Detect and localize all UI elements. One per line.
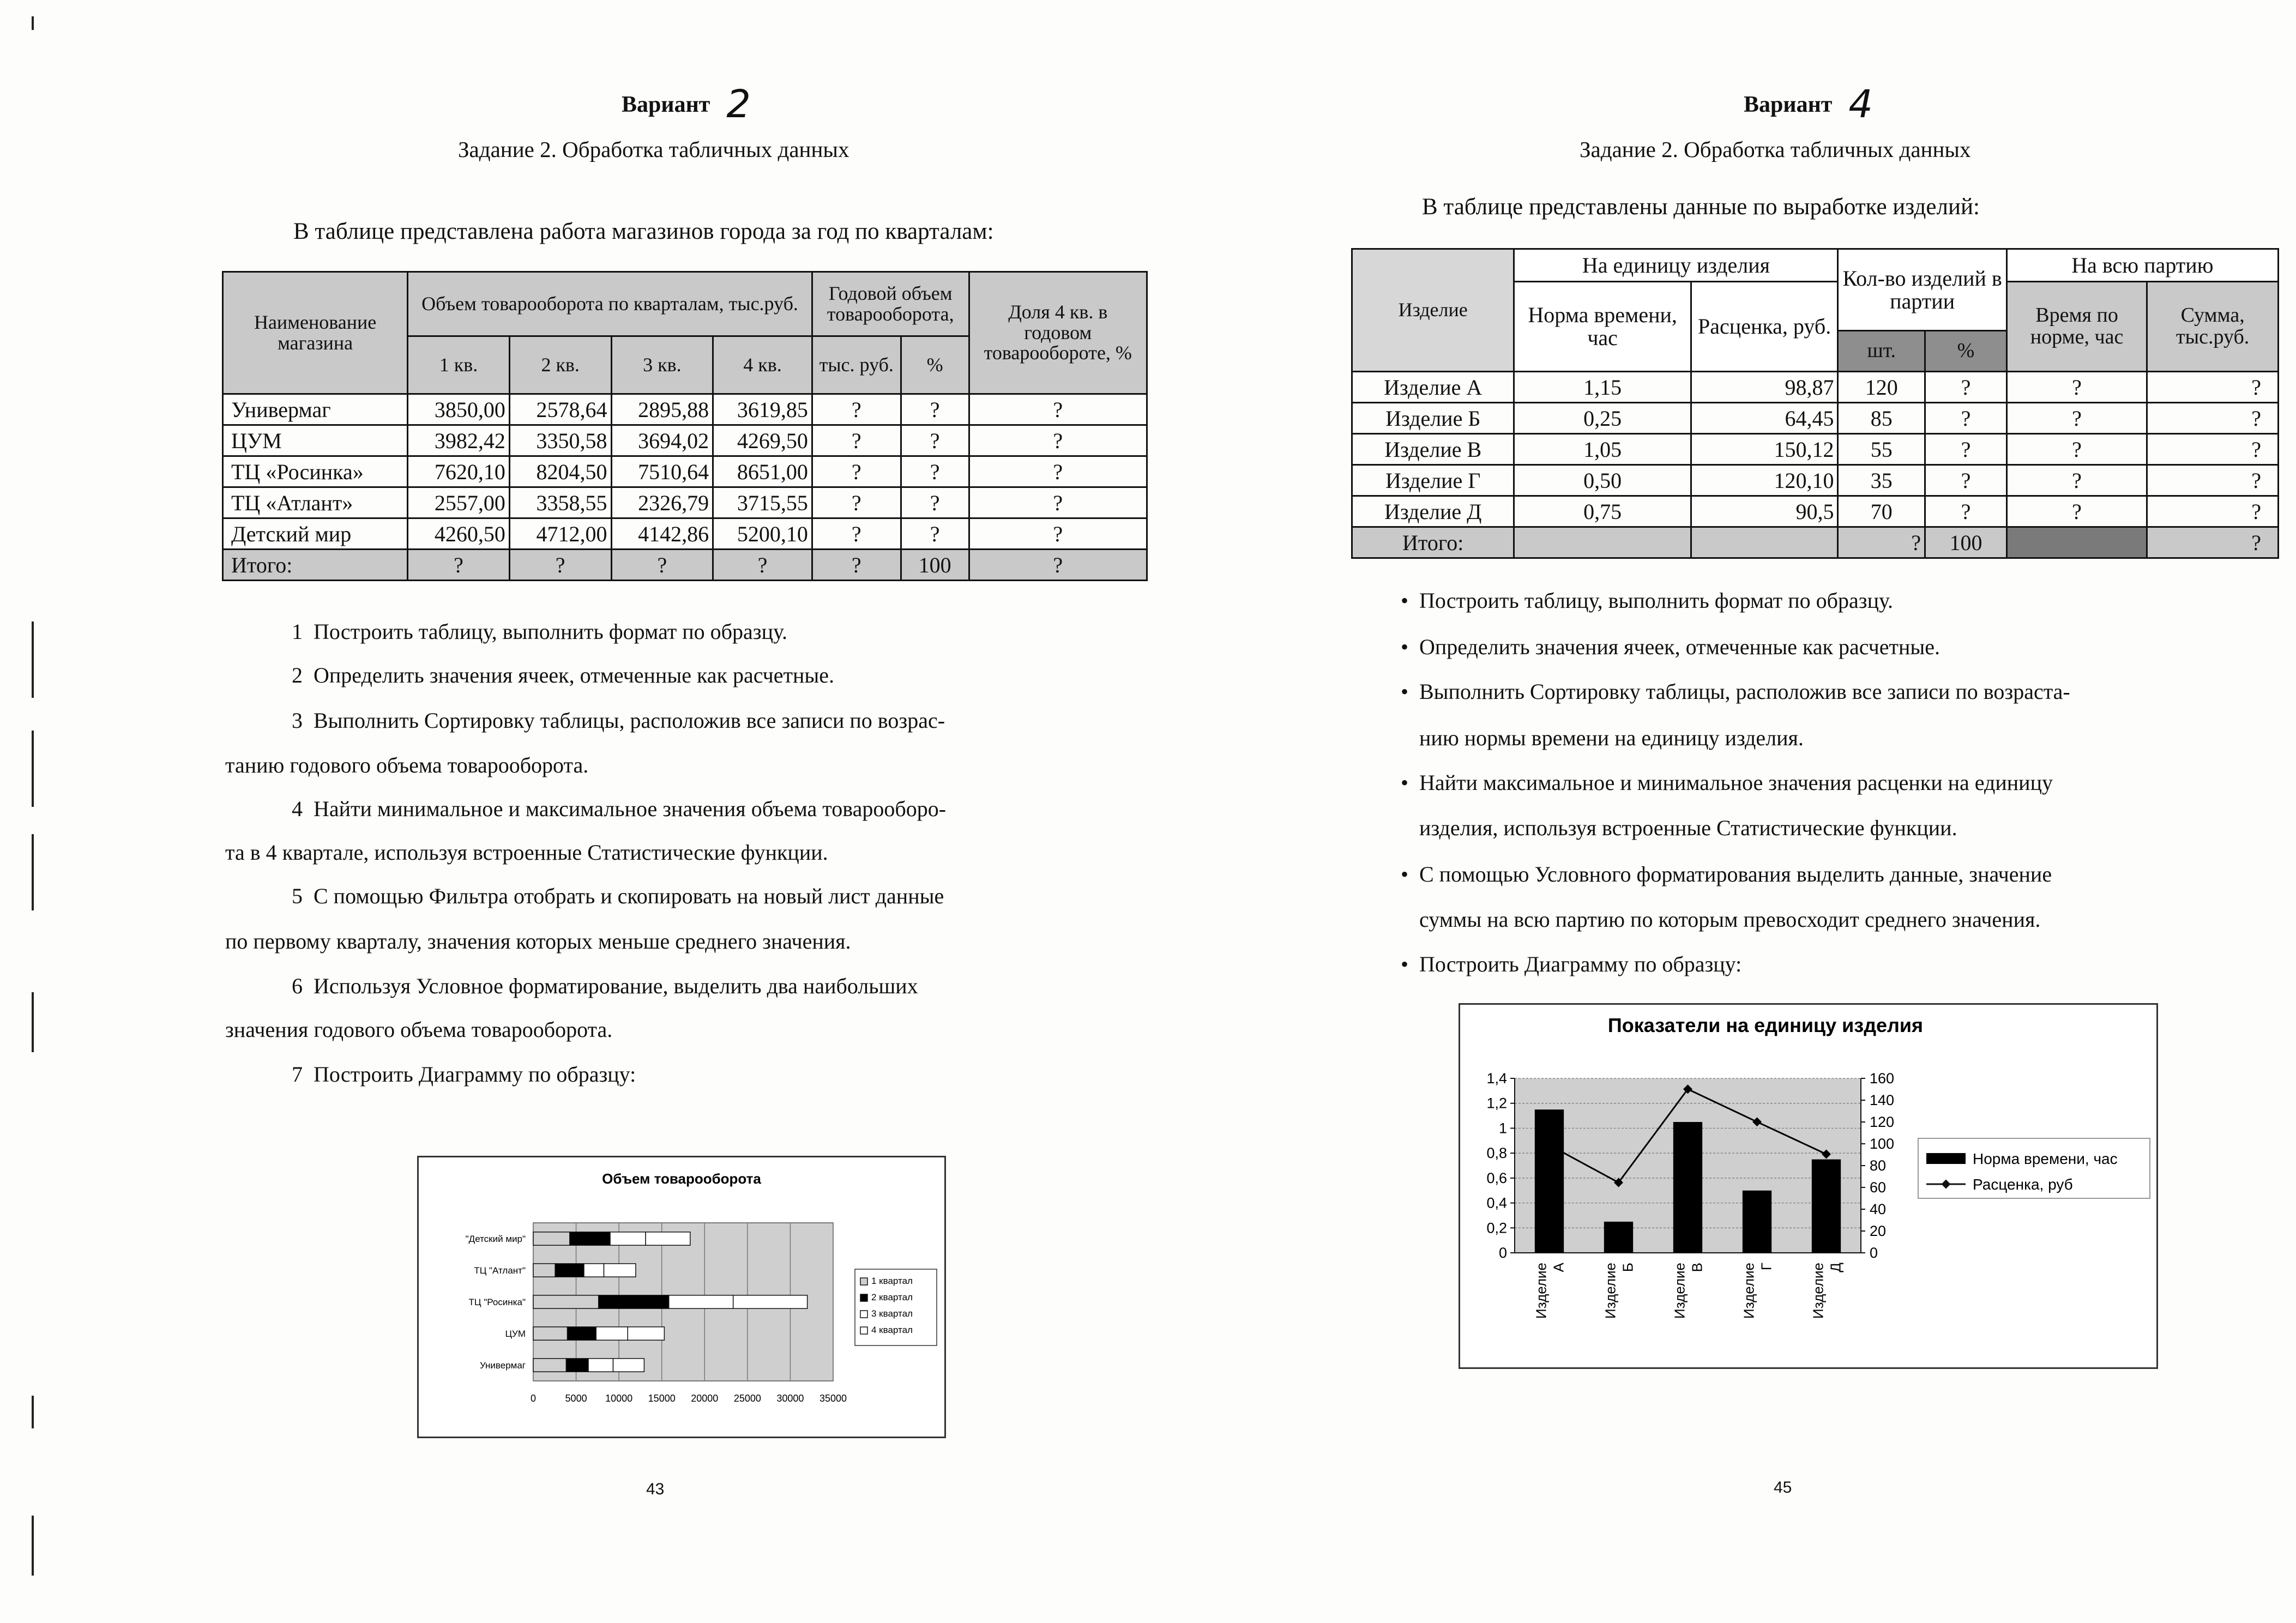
task-text: Используя Условное форматирование, выделить два наибольших	[314, 974, 918, 998]
item-name: Изделие В	[1352, 434, 1514, 465]
price-value: 64,45	[1691, 403, 1838, 434]
bar-segment	[646, 1232, 690, 1245]
qty-value: 55	[1838, 434, 1925, 465]
x-tick-label: Д	[1827, 1263, 1844, 1272]
bar	[1604, 1222, 1633, 1253]
header-pcs: шт.	[1838, 331, 1925, 372]
task-text-continued: нию нормы времени на единицу изделия.	[1419, 726, 1804, 750]
y-tick-label: ЦУМ	[505, 1329, 526, 1339]
annual-pct: ?	[901, 456, 969, 487]
assignment-title: Задание 2. Обработка табличных данных	[458, 137, 849, 162]
header-sum: Сумма, тыс.руб.	[2147, 282, 2279, 372]
table-row	[223, 487, 1147, 518]
time-value: ?	[2006, 403, 2147, 434]
bar-segment	[599, 1295, 669, 1308]
qty-pct: ?	[1925, 403, 2007, 434]
legend-swatch	[1926, 1153, 1966, 1164]
y-left-tick-label: 1	[1498, 1120, 1507, 1137]
task-text: Найти минимальное и максимальное значения объема товарооборо-	[314, 797, 947, 821]
header-q3: 3 кв.	[611, 336, 713, 394]
y-left-tick-label: 0,4	[1486, 1194, 1507, 1211]
bar-segment	[533, 1327, 568, 1340]
annual-pct: ?	[901, 487, 969, 518]
header-time-norm: Время по норме, час	[2006, 282, 2147, 372]
qty-value: 85	[1838, 403, 1925, 434]
legend-label: 2 квартал	[871, 1292, 913, 1302]
y-right-tick-label: 80	[1870, 1157, 1887, 1174]
x-tick-label: 25000	[733, 1393, 761, 1404]
norm-value: 0,25	[1514, 403, 1691, 434]
total-row	[223, 550, 1147, 581]
task-text: Построить Диаграмму по образцу:	[314, 1062, 636, 1087]
table-row	[1352, 372, 2279, 403]
task-item-6: • Построить Диаграмму по образцу:	[1419, 951, 1741, 977]
time-value: ?	[2006, 496, 2147, 527]
q2-value: 4712,00	[509, 518, 611, 550]
qty-pct: ?	[1925, 465, 2007, 496]
variant-label: Вариант	[1744, 92, 1833, 117]
x-tick-label: Изделие	[1671, 1263, 1688, 1319]
annual-rub: ?	[812, 394, 901, 425]
table-row	[1352, 465, 2279, 496]
task-text-continued: суммы на всю партию по которым превосходит среднего значения.	[1419, 907, 2041, 932]
header-annual-pct: %	[901, 336, 969, 394]
bar-segment	[628, 1327, 664, 1340]
sum-value: ?	[2147, 496, 2279, 527]
header-per-unit: На единицу изделия	[1514, 249, 1838, 282]
header-annual-volume: Годовой объем товарооборота,	[812, 272, 969, 336]
sales-volume-chart	[419, 1157, 944, 1437]
bar-segment	[568, 1327, 596, 1340]
task-number: 3	[292, 708, 303, 733]
total-q4: ?	[713, 550, 812, 581]
variant-handwritten-number: 2	[726, 82, 751, 126]
task-item-4	[292, 796, 946, 822]
task-item-5	[292, 883, 944, 909]
bar-segment	[669, 1295, 733, 1308]
total-empty	[2006, 527, 2147, 558]
norm-value: 0,50	[1514, 465, 1691, 496]
y-left-tick-label: 0	[1498, 1245, 1507, 1261]
x-tick-label: 30000	[776, 1393, 804, 1404]
q4-share: ?	[969, 487, 1147, 518]
task-item-4: • Найти максимальное и минимальное значения расценки на единицу	[1419, 770, 2053, 795]
y-left-tick-label: 0,6	[1486, 1169, 1507, 1186]
sales-chart-frame	[417, 1156, 946, 1438]
store-name: Универмаг	[223, 394, 408, 425]
task-item-7	[292, 1061, 636, 1087]
y-right-tick-label: 120	[1870, 1114, 1895, 1130]
legend-swatch	[860, 1327, 867, 1334]
total-q3: ?	[611, 550, 713, 581]
annual-pct: ?	[901, 518, 969, 550]
y-tick-label: ТЦ "Атлант"	[474, 1265, 526, 1276]
sum-value: ?	[2147, 434, 2279, 465]
x-tick-label: Изделие	[1810, 1263, 1827, 1319]
q3-value: 2895,88	[611, 394, 713, 425]
time-value: ?	[2006, 372, 2147, 403]
task-text-continued: та в 4 квартале, используя встроенные Статистические функции.	[225, 840, 828, 865]
y-left-tick-label: 0,2	[1486, 1220, 1507, 1236]
bar-segment	[733, 1295, 807, 1308]
x-tick-label: 5000	[565, 1393, 587, 1404]
x-tick-label: Изделие	[1533, 1263, 1550, 1319]
task-text: Определить значения ячеек, отмеченные как расчетные.	[314, 663, 835, 687]
qty-value: 120	[1838, 372, 1925, 403]
q2-value: 8204,50	[509, 456, 611, 487]
header-whole-batch: На всю партию	[2006, 249, 2278, 282]
y-right-tick-label: 60	[1870, 1179, 1887, 1196]
y-left-tick-label: 0,8	[1486, 1145, 1507, 1162]
products-chart-frame	[1459, 1003, 2158, 1369]
page-number: 43	[646, 1480, 665, 1498]
variant-heading	[1744, 76, 1873, 126]
q1-value: 4260,50	[408, 518, 510, 550]
q4-share: ?	[969, 518, 1147, 550]
bar	[1673, 1122, 1702, 1253]
products-table	[1351, 248, 2279, 559]
price-value: 150,12	[1691, 434, 1838, 465]
q4-value: 5200,10	[713, 518, 812, 550]
header-store-name: Наименование магазина	[223, 272, 408, 394]
sum-value: ?	[2147, 403, 2279, 434]
y-tick-label: "Детский мир"	[465, 1234, 526, 1244]
table-row	[223, 394, 1147, 425]
header-annual-rub: тыс. руб.	[812, 336, 901, 394]
x-tick-label: Изделие	[1602, 1263, 1619, 1319]
q4-value: 8651,00	[713, 456, 812, 487]
x-tick-label: В	[1689, 1263, 1706, 1272]
task-text-continued: значения годового объема товарооборота.	[225, 1017, 613, 1042]
task-item-2	[292, 662, 834, 688]
total-sum: ?	[2147, 527, 2279, 558]
header-q2: 2 кв.	[509, 336, 611, 394]
q2-value: 3358,55	[509, 487, 611, 518]
intro-text: В таблице представлена работа магазинов города за год по кварталам:	[293, 219, 994, 244]
table-row	[223, 425, 1147, 456]
page-right	[1148, 0, 2296, 1623]
bar-segment	[555, 1264, 584, 1277]
item-name: Изделие Д	[1352, 496, 1514, 527]
store-name: ТЦ «Росинка»	[223, 456, 408, 487]
total-annual-rub: ?	[812, 550, 901, 581]
y-right-tick-label: 40	[1870, 1201, 1887, 1217]
y-right-tick-label: 100	[1870, 1136, 1895, 1152]
q2-value: 3350,58	[509, 425, 611, 456]
task-text: С помощью Фильтра отобрать и скопировать на новый лист данные	[314, 884, 944, 908]
stores-table	[222, 271, 1148, 581]
task-item-1	[292, 619, 787, 644]
task-number: 1	[292, 619, 303, 644]
table-row	[1352, 496, 2279, 527]
sum-value: ?	[2147, 372, 2279, 403]
legend-swatch	[860, 1311, 867, 1318]
header-item: Изделие	[1352, 249, 1514, 372]
x-tick-label: 0	[530, 1393, 537, 1404]
variant-handwritten-number: 4	[1848, 82, 1873, 126]
task-number: 4	[292, 797, 303, 821]
bar	[1535, 1109, 1564, 1253]
qty-value: 35	[1838, 465, 1925, 496]
total-annual-pct: 100	[901, 550, 969, 581]
annual-rub: ?	[812, 487, 901, 518]
price-value: 98,87	[1691, 372, 1838, 403]
task-text-continued: по первому кварталу, значения которых меньше среднего значения.	[225, 929, 851, 954]
bar-segment	[533, 1232, 570, 1245]
header-q1: 1 кв.	[408, 336, 510, 394]
x-tick-label: Изделие	[1740, 1263, 1757, 1319]
y-right-tick-label: 160	[1870, 1070, 1895, 1087]
bar-segment	[533, 1295, 599, 1308]
header-quarters: Объем товарооборота по кварталам, тыс.руб.	[408, 272, 812, 336]
bar	[1743, 1191, 1771, 1253]
bar-segment	[610, 1232, 646, 1245]
total-row	[1352, 527, 2279, 558]
store-name: Детский мир	[223, 518, 408, 550]
qty-pct: ?	[1925, 372, 2007, 403]
legend-swatch	[860, 1278, 867, 1285]
store-name: ТЦ «Атлант»	[223, 487, 408, 518]
y-left-tick-label: 1,2	[1486, 1095, 1507, 1112]
task-item-3: • Выполнить Сортировку таблицы, расположив все записи по возраста-	[1419, 679, 2070, 704]
legend-label: 4 квартал	[871, 1325, 913, 1335]
legend-label: Норма времени, час	[1973, 1150, 2118, 1167]
header-norm-time: Норма времени, час	[1514, 282, 1691, 372]
y-right-tick-label: 140	[1870, 1092, 1895, 1108]
annual-rub: ?	[812, 518, 901, 550]
y-right-tick-label: 0	[1870, 1245, 1878, 1261]
total-q1: ?	[408, 550, 510, 581]
x-tick-label: 20000	[691, 1393, 719, 1404]
task-item-1: • Построить таблицу, выполнить формат по образцу.	[1419, 588, 1893, 613]
task-item-5: • С помощью Условного форматирования выделить данные, значение	[1419, 861, 2052, 887]
bar-segment	[613, 1359, 644, 1372]
sum-value: ?	[2147, 465, 2279, 496]
bar-segment	[584, 1264, 604, 1277]
products-indicators-chart	[1460, 1005, 2156, 1367]
annual-pct: ?	[901, 425, 969, 456]
header-q4-share: Доля 4 кв. в годовом товарообороте, %	[969, 272, 1147, 394]
q3-value: 3694,02	[611, 425, 713, 456]
bar	[1812, 1160, 1841, 1253]
q3-value: 7510,64	[611, 456, 713, 487]
time-value: ?	[2006, 465, 2147, 496]
table-row	[1352, 434, 2279, 465]
total-label: Итого:	[1352, 527, 1514, 558]
table-row	[223, 518, 1147, 550]
task-number: 7	[292, 1062, 303, 1087]
q1-value: 3982,42	[408, 425, 510, 456]
norm-value: 1,15	[1514, 372, 1691, 403]
task-text-continued: изделия, используя встроенные Статистические функции.	[1419, 816, 1957, 840]
price-value: 120,10	[1691, 465, 1838, 496]
annual-rub: ?	[812, 425, 901, 456]
total-q4-share: ?	[969, 550, 1147, 581]
time-value: ?	[2006, 434, 2147, 465]
bar-segment	[567, 1359, 589, 1372]
x-tick-label: 15000	[648, 1393, 676, 1404]
y-left-tick-label: 1,4	[1486, 1070, 1507, 1087]
bar-segment	[588, 1359, 613, 1372]
variant-heading	[622, 76, 751, 126]
task-text: Выполнить Сортировку таблицы, расположив все записи по возрас-	[314, 708, 945, 733]
legend-label: 3 квартал	[871, 1308, 913, 1319]
task-text-continued: танию годового объема товарооборота.	[225, 753, 589, 777]
chart-title: Показатели на единицу изделия	[1607, 1014, 1924, 1036]
total-q2: ?	[509, 550, 611, 581]
intro-text: В таблице представлены данные по выработке изделий:	[1422, 194, 1980, 220]
q4-share: ?	[969, 456, 1147, 487]
task-item-3	[292, 708, 945, 733]
legend-label: Расценка, руб	[1973, 1176, 2073, 1193]
y-tick-label: ТЦ "Росинка"	[468, 1297, 526, 1307]
q3-value: 2326,79	[611, 487, 713, 518]
annual-rub: ?	[812, 456, 901, 487]
item-name: Изделие Б	[1352, 403, 1514, 434]
x-tick-label: А	[1550, 1263, 1567, 1272]
y-tick-label: Универмаг	[479, 1360, 526, 1371]
q2-value: 2578,64	[509, 394, 611, 425]
header-pct: %	[1925, 331, 2007, 372]
table-row	[1352, 403, 2279, 434]
legend-swatch	[860, 1294, 867, 1301]
q4-value: 4269,50	[713, 425, 812, 456]
task-text: Построить таблицу, выполнить формат по образцу.	[314, 619, 787, 644]
price-value: 90,5	[1691, 496, 1838, 527]
q4-share: ?	[969, 425, 1147, 456]
q3-value: 4142,86	[611, 518, 713, 550]
item-name: Изделие А	[1352, 372, 1514, 403]
total-qty: ?	[1838, 527, 1925, 558]
q4-value: 3619,85	[713, 394, 812, 425]
bar-segment	[533, 1264, 555, 1277]
item-name: Изделие Г	[1352, 465, 1514, 496]
y-right-tick-label: 20	[1870, 1223, 1887, 1239]
total-empty	[1691, 527, 1838, 558]
header-q4: 4 кв.	[713, 336, 812, 394]
qty-value: 70	[1838, 496, 1925, 527]
norm-value: 1,05	[1514, 434, 1691, 465]
task-number: 2	[292, 663, 303, 687]
page-number: 45	[1774, 1479, 1792, 1497]
q1-value: 2557,00	[408, 487, 510, 518]
table-row	[223, 456, 1147, 487]
assignment-title: Задание 2. Обработка табличных данных	[1580, 137, 1971, 162]
task-number: 6	[292, 974, 303, 998]
q4-value: 3715,55	[713, 487, 812, 518]
x-tick-label: Б	[1619, 1263, 1636, 1272]
total-label: Итого:	[223, 550, 408, 581]
task-item-2: • Определить значения ячеек, отмеченные как расчетные.	[1419, 634, 1940, 660]
bar-segment	[533, 1359, 567, 1372]
bar-segment	[570, 1232, 610, 1245]
x-tick-label: 35000	[819, 1393, 847, 1404]
legend-label: 1 квартал	[871, 1276, 913, 1286]
task-item-6	[292, 973, 918, 999]
task-number: 5	[292, 884, 303, 908]
total-pct: 100	[1925, 527, 2007, 558]
x-tick-label: Г	[1758, 1263, 1775, 1271]
q4-share: ?	[969, 394, 1147, 425]
variant-label: Вариант	[622, 92, 710, 117]
x-tick-label: 10000	[605, 1393, 633, 1404]
qty-pct: ?	[1925, 496, 2007, 527]
qty-pct: ?	[1925, 434, 2007, 465]
chart-title: Объем товарооборота	[602, 1171, 761, 1187]
total-empty	[1514, 527, 1691, 558]
norm-value: 0,75	[1514, 496, 1691, 527]
annual-pct: ?	[901, 394, 969, 425]
bar-segment	[604, 1264, 636, 1277]
header-qty-in-batch: Кол-во изделий в партии	[1838, 249, 2006, 331]
store-name: ЦУМ	[223, 425, 408, 456]
q1-value: 7620,10	[408, 456, 510, 487]
q1-value: 3850,00	[408, 394, 510, 425]
bar-segment	[596, 1327, 628, 1340]
header-price: Расценка, руб.	[1691, 282, 1838, 372]
